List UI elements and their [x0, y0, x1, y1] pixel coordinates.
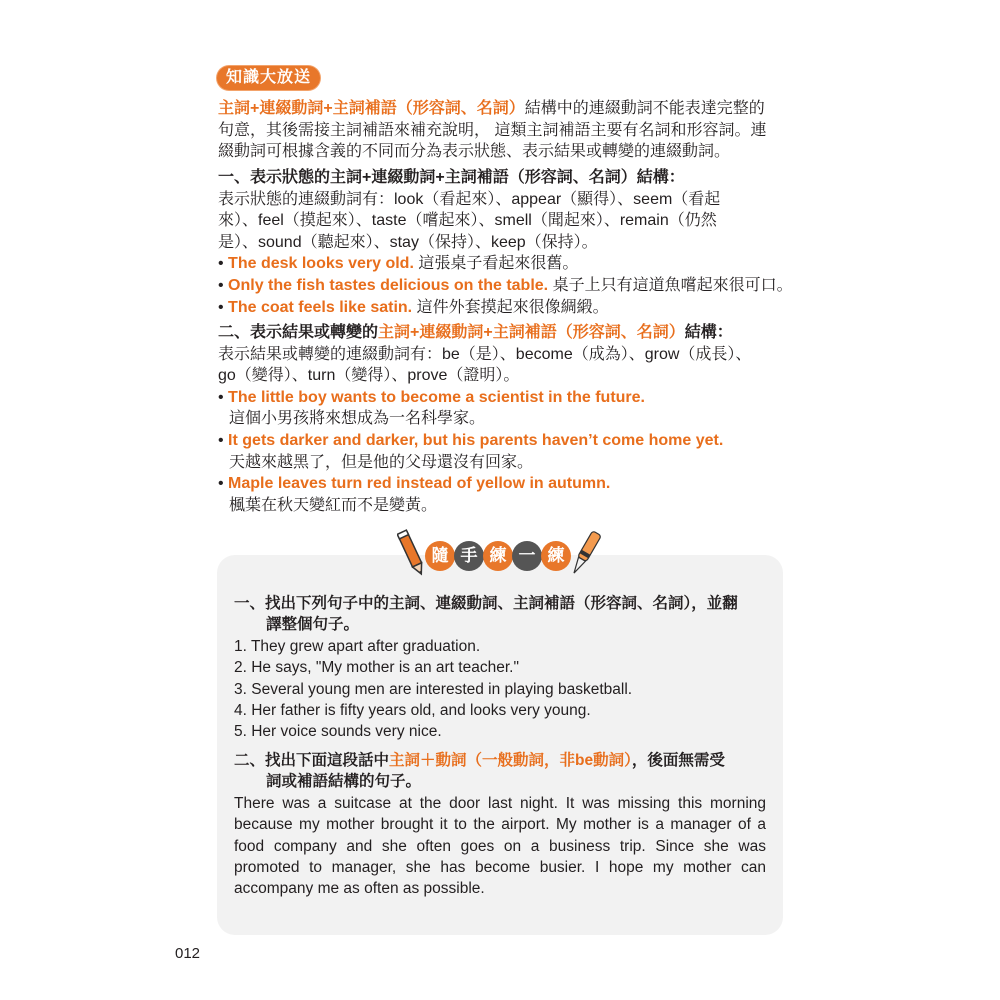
- title-char: 手: [454, 541, 484, 571]
- intro-line-3: 綴動詞可根據含義的不同而分為表示狀態、表示結果或轉變的連綴動詞。: [218, 143, 731, 161]
- question-2-highlight: 主詞＋動詞（一般動詞，非be動詞）: [389, 752, 632, 769]
- example-en: The desk looks very old.: [228, 255, 414, 273]
- practice-item: 5. Her voice sounds very nice.: [234, 723, 442, 741]
- question-2: [234, 750, 766, 900]
- heading-prefix: 二、表示結果或轉變的: [218, 324, 379, 341]
- practice-item: 1. They grew apart after graduation.: [234, 637, 481, 655]
- practice-item: 3. Several young men are interested in playing basketball.: [234, 680, 633, 698]
- title-char: 練: [541, 541, 571, 571]
- page-number: 012: [175, 945, 201, 962]
- section-1: [218, 167, 793, 318]
- example-item: • Only the fish tastes delicious on the table. 桌子上只有這道魚嚐起來很可口。: [218, 276, 793, 294]
- example-en: Maple leaves turn red instead of yellow in autumn.: [228, 475, 611, 493]
- section-1-desc: 來）、feel（摸起來）、taste（嚐起來）、smell（聞起來）、remain（仍然: [218, 212, 717, 230]
- example-item: • The coat feels like satin. 這件外套摸起來很像綢緞。: [218, 298, 609, 316]
- example-item: • The little boy wants to become a scientist in the future.: [218, 388, 645, 406]
- example-zh: 這個小男孩將來想成為一名科學家。: [229, 410, 486, 428]
- pencil-icon: [397, 528, 427, 580]
- example-zh: 桌子上只有這道魚嚐起來很可口。: [552, 276, 793, 294]
- title-char: 練: [483, 541, 513, 571]
- heading-suffix: 結構：: [684, 324, 733, 341]
- question-1-heading: [234, 593, 766, 636]
- title-char: 一: [512, 541, 542, 571]
- example-item: • Maple leaves turn red instead of yellow in autumn.: [218, 475, 611, 493]
- section-badge-knowledge: 知識大放送: [217, 66, 320, 90]
- example-zh: 楓葉在秋天變紅而不是變黃。: [229, 496, 438, 514]
- intro-text: 結構中的連綴動詞不能表達完整的: [524, 100, 765, 117]
- example-en: The coat feels like satin.: [228, 298, 413, 316]
- example-zh: 這件外套摸起來很像綢緞。: [416, 298, 609, 316]
- section-1-heading: 一、表示狀態的主詞+連綴動詞+主詞補語（形容詞、名詞）結構：: [218, 169, 685, 186]
- example-en: The little boy wants to become a scientist in the future.: [228, 388, 645, 406]
- practice-header: [397, 528, 602, 580]
- practice-item: 4. Her father is fifty years old, and looks very young.: [234, 702, 591, 720]
- question-2-prefix: 二、找出下面這段話中: [234, 752, 390, 769]
- example-item: • It gets darker and darker, but his parents haven’t come home yet.: [218, 431, 724, 449]
- intro-highlight: 主詞+連綴動詞+主詞補語（形容詞、名詞）: [218, 100, 525, 117]
- example-zh: 這張桌子看起來很舊。: [418, 255, 579, 273]
- section-2: [218, 322, 784, 516]
- intro-paragraph: [218, 98, 784, 163]
- question-1-text: 一、找出下列句子中的主詞、連綴動詞、主詞補語（形容詞、名詞），並翻: [234, 595, 738, 612]
- section-2-heading: [218, 322, 784, 344]
- practice-item: 2. He says, "My mother is an art teacher.": [234, 659, 519, 677]
- section-1-desc: 是）、sound（聽起來）、stay（保持）、keep（保持）。: [218, 233, 598, 251]
- pen-icon: [569, 528, 601, 580]
- example-zh: 天越來越黑了，但是他的父母還沒有回家。: [229, 453, 534, 471]
- section-2-desc: 表示結果或轉變的連綴動詞有：be（是）、become（成為）、grow（成長）、: [218, 345, 752, 363]
- section-2-desc: go（變得）、turn（變得）、prove（證明）。: [218, 367, 520, 385]
- practice-paragraph: There was a suitcase at the door last night. It was missing this morning because my mother brought it to the airport. My mother is a manager of a food company and she often goes on a business trip. Since she was promoted to manager, she has become busier. I hope my mother can accompany me as often as possible.: [234, 794, 766, 898]
- question-2-suffix: ，後面無需受: [631, 752, 725, 769]
- question-1-text: 譯整個句子。: [266, 616, 360, 634]
- question-2-text: 詞或補語結構的句子。: [266, 773, 422, 791]
- example-item: • The desk looks very old. 這張桌子看起來很舊。: [218, 255, 579, 273]
- heading-highlight: 主詞+連綴動詞+主詞補語（形容詞、名詞）: [378, 324, 685, 341]
- intro-line-2: 句意，其後需接主詞補語來補充說明， 這類主詞補語主要有名詞和形容詞。連: [218, 121, 767, 139]
- example-en: It gets darker and darker, but his parents haven’t come home yet.: [228, 431, 724, 449]
- section-1-desc: 表示狀態的連綴動詞有：look（看起來）、appear（顯得）、seem（看起: [218, 190, 721, 208]
- title-char: 隨: [425, 541, 455, 571]
- question-2-heading: [234, 750, 766, 793]
- question-1: [234, 593, 766, 743]
- example-en: Only the fish tastes delicious on the table.: [228, 276, 549, 294]
